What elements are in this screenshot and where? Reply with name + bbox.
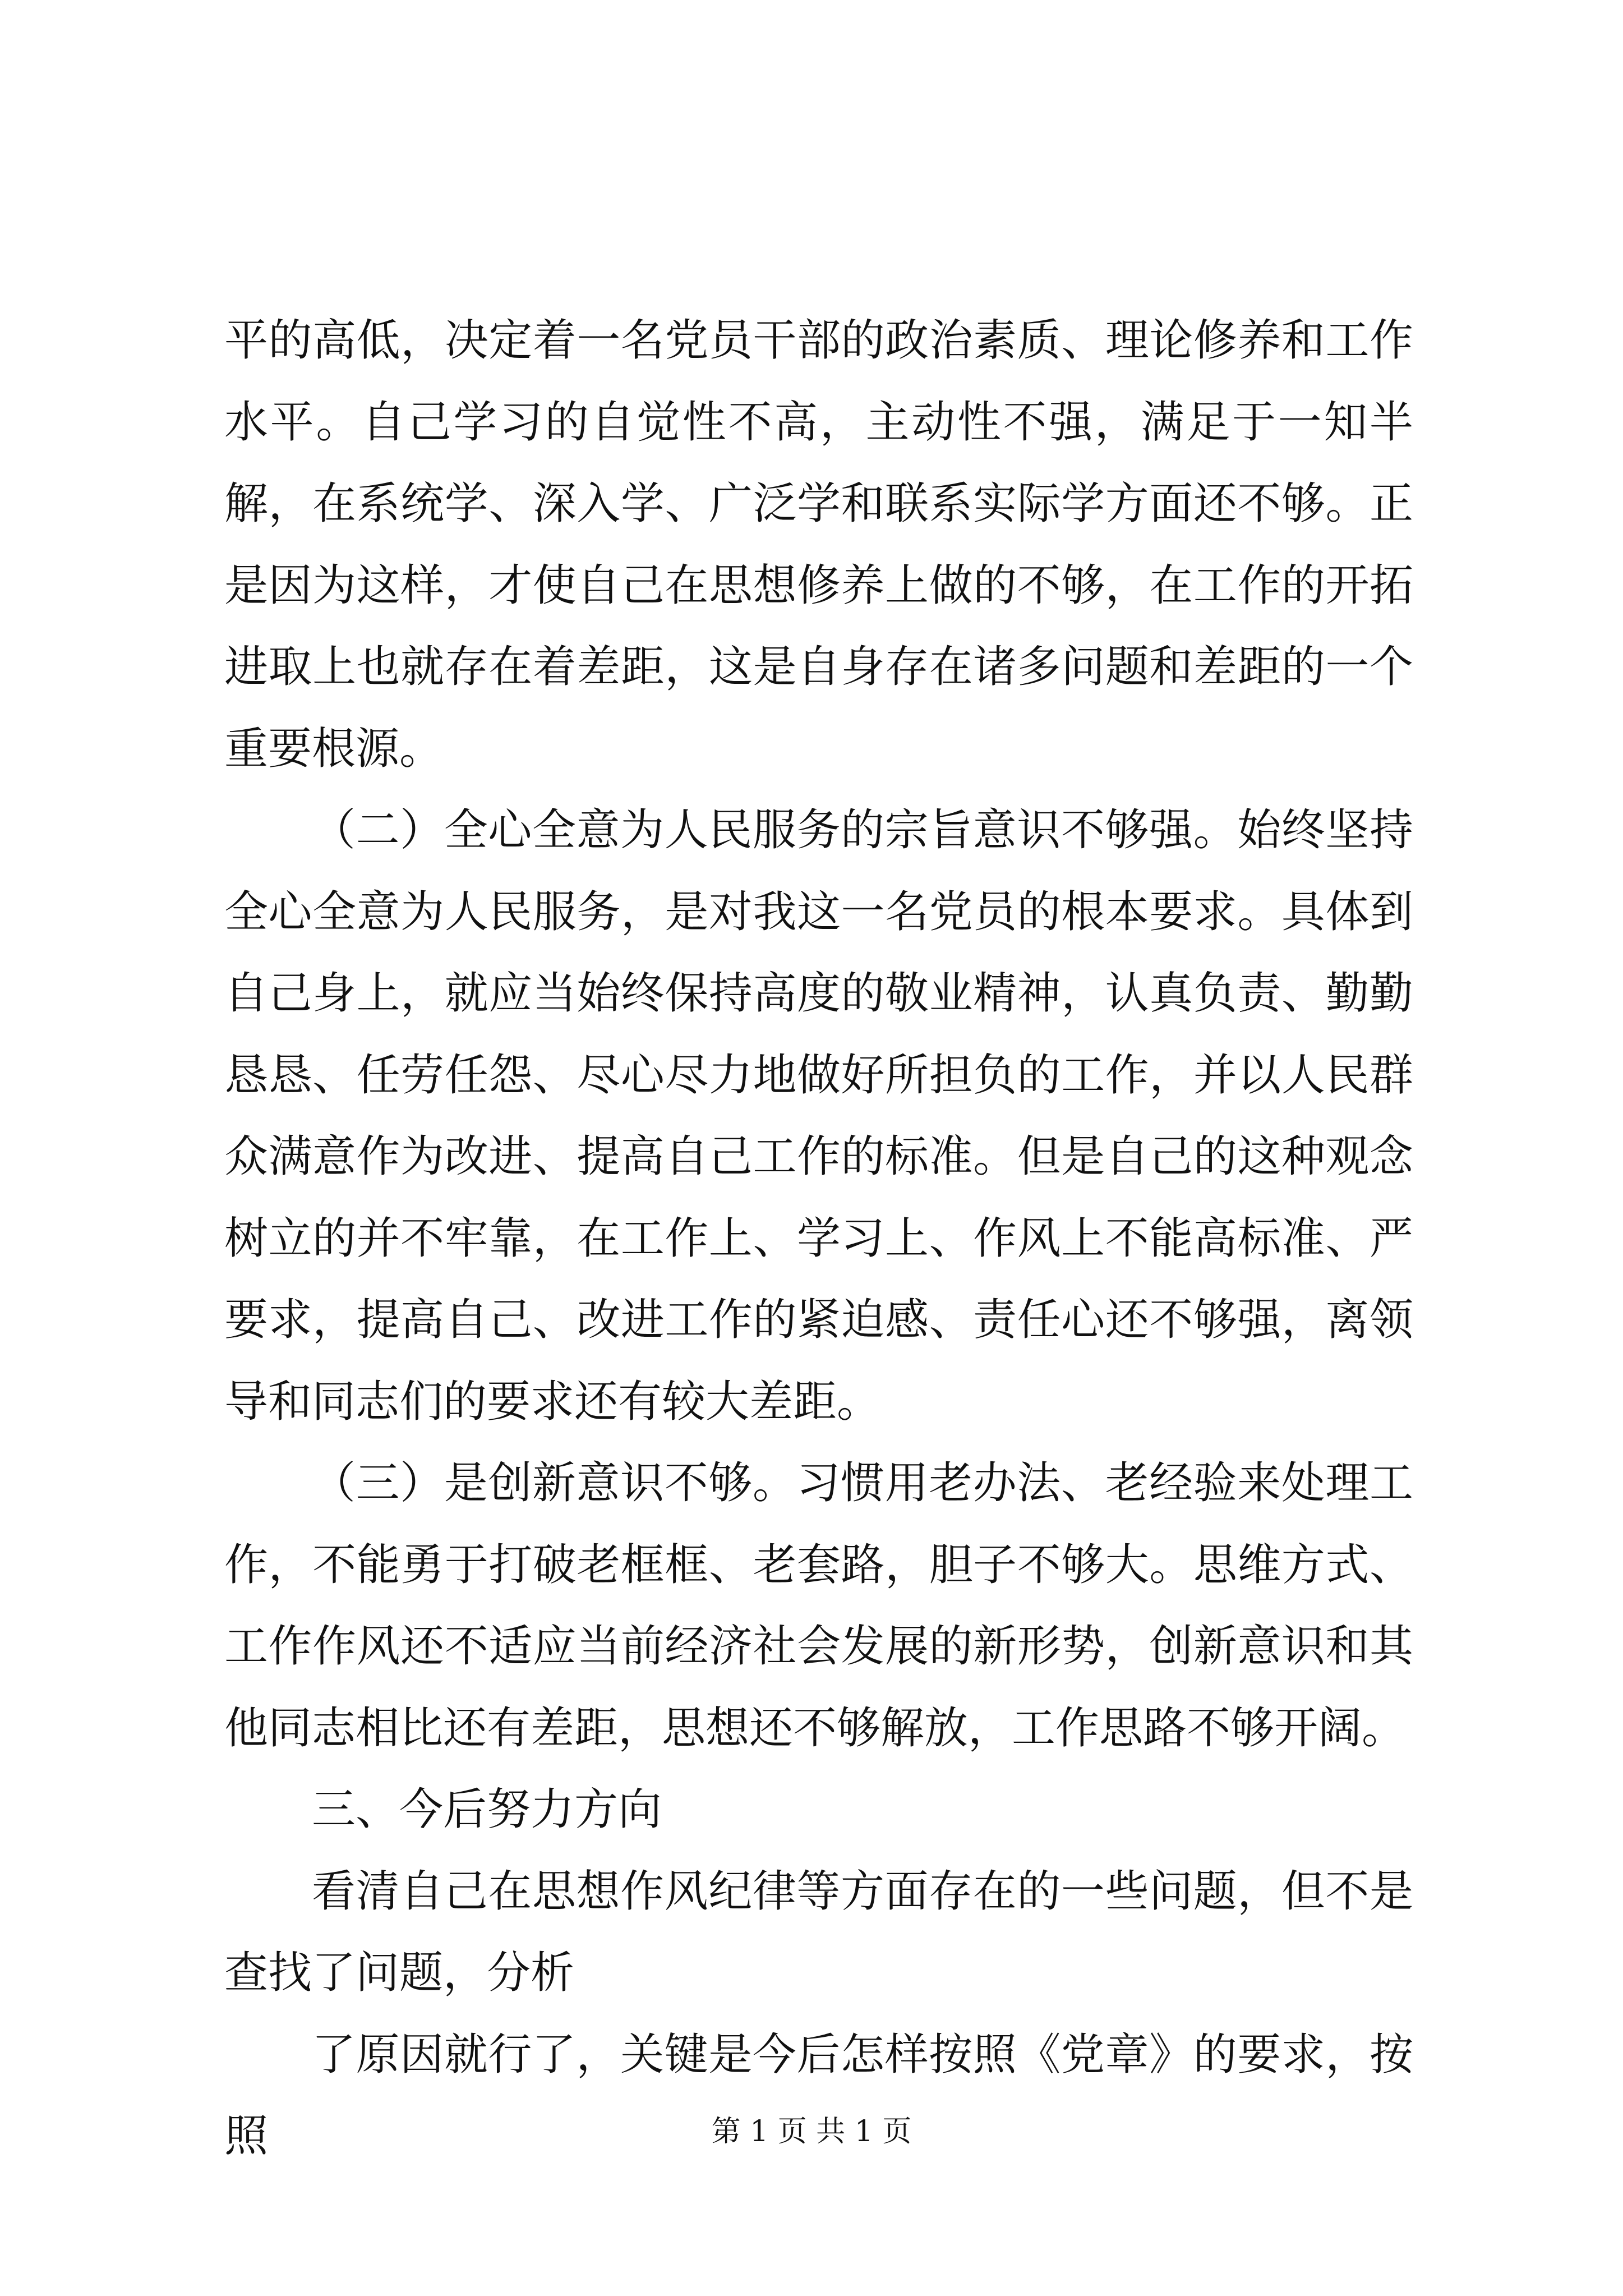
body-paragraph-innovation: （三）是创新意识不够。习惯用老办法、老经验来处理工作，不能勇于打破老框框、老套路，胆子不够大。思维方式、工作作风还不适应当前经济社会发展的新形势，创新意识和其他同志相比还有差距，思想还不够解放，工作思路不够开阔。 (224, 1458, 1413, 1754)
page-footer: 第 1 页 共 1 页 (711, 2115, 912, 2148)
body-paragraph-purpose-awareness: （二）全心全意为人民服务的宗旨意识不够强。始终坚持全心全意为人民服务，是对我这一名党员的根本要求。具体到自己身上，就应当始终保持高度的敬业精神，认真负责、勤勤恳恳、任劳任怨、尽心尽力地做好所担负的工作，并以人民群众满意作为改进、提高自己工作的标准。但是自己的这种观念树立的并不牢靠，在工作上、学习上、作风上不能高标准、严要求，提高自己、改进工作的紧迫感、责任心还不够强，离领导和同志们的要求还有较大差距。 (224, 805, 1413, 1427)
document-body (224, 300, 1413, 2178)
section-heading-future-direction: 三、今后努力方向 (312, 1784, 662, 1835)
body-paragraph-problems: 看清自己在思想作风纪律等方面存在的一些问题，但不是查找了问题，分析 (224, 1866, 1413, 1998)
body-paragraph-continued: 平的高低，决定着一名党员干部的政治素质、理论修养和工作水平。自己学习的自觉性不高，主动性不强，满足于一知半解，在系统学、深入学、广泛学和联系实际学方面还不够。正是因为这样，才使自己在思想修养上做的不够，在工作的开拓进取上也就存在着差距，这是自身存在诸多问题和差距的一个重要根源。 (224, 315, 1413, 774)
body-paragraph-requirements: 了原因就行了，关键是今后怎样按照《党章》的要求，按照 (224, 2029, 1413, 2161)
